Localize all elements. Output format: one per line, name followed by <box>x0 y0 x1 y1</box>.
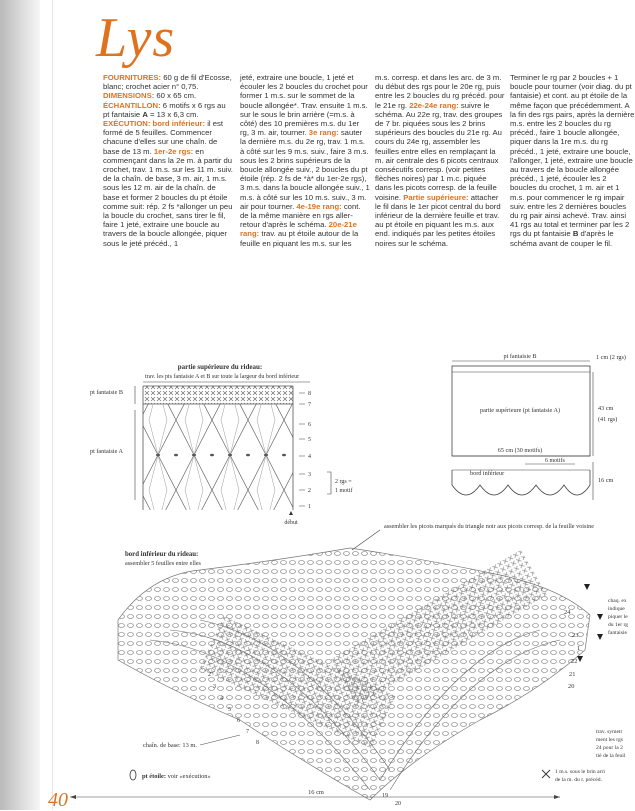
echantillon-bold: A <box>142 109 148 119</box>
rg20-label: 20e-21e rang: <box>240 220 357 239</box>
leaf-row-20: 20 <box>568 683 575 690</box>
motif-note-1: 2 rgs = <box>335 479 352 485</box>
leaf-row-24: 24 <box>564 609 571 616</box>
pt-etoile-label: pt étoile: voir «exécution» <box>142 773 211 780</box>
schematic-dim-43: 43 cm <box>598 405 614 412</box>
row-num-2: 2 <box>308 488 311 494</box>
rg3-label: 3e rang: <box>308 128 339 138</box>
schematic-dim-65: 65 cm (30 motifs) <box>497 447 543 454</box>
row-num-7: 7 <box>308 402 311 408</box>
leaf-left-row-3: 3 <box>213 684 216 690</box>
ms-symbol <box>542 770 550 778</box>
bottom-dimension: 16 cm <box>308 789 324 796</box>
col3-text-2: suivre le schéma. Au 22e rg, trav. des groupes de 7 br. piquées sous les 2 brins supérieurs des boucles du 21e rg. Au cours du 24e rg, assembler les feuilles entre elles en remplaçant la m. air centrale des 6 picots centraux consécutifs corresp. (voir petites flèches noires) par 1 m.c. piquée dans les picots corresp. de la feuille voisine. <box>375 100 503 202</box>
ms-text-2: de la m. du r. précéd. <box>555 777 602 783</box>
page-number: 40 <box>48 789 68 811</box>
col4-text-2: d'après le schéma avant de couper le fil. <box>510 229 614 248</box>
col2-text-2: sauter la dernière m.s. du 2e rg, trav. 1 m.s. à côté sur les 9 m.s. suiv., faire 3 m.s. sous les 2 brins supérieurs de la boucle allongée suiv., 2 boucles du pt étoile (rép. 2 fs de *à* du 1er-2e rgs), 3 m.s. dans la boucle allongée suiv., 1 m.s. à côté sur les 10 m.s. suiv., 3 m. air pour tourner. <box>240 128 370 211</box>
col2-text-1: jeté, extraire une boucle, 1 jeté et écouler les 2 boucles du crochet pour former 1 m.s. sur le sommet de la boucle allongée*. Trav. ensuite 1 m.s. sur le sous le brin arrière (=m.s. à côté) des 10 premières m.s. du 1er rg, 3 m. air, tourner. <box>240 73 368 138</box>
schematic-dim-1cm: 1 cm (2 rgs) <box>596 354 626 361</box>
trav-note-3: 24 pour la 2 <box>596 745 623 751</box>
rg4-label: 4e-19e rang: <box>296 201 342 211</box>
col2-text-3: cont. de la même manière en rgs aller-retour d'après le schéma. <box>240 201 361 230</box>
row-num-3: 3 <box>308 472 311 478</box>
right-note-2: indique <box>608 606 625 612</box>
row-num-4: 4 <box>308 454 311 460</box>
right-note-5: fantaisie <box>608 630 627 636</box>
rg22-label: 22e-24e rang: <box>409 100 459 110</box>
leaf-subtitle: assembler 5 feuilles entre elles <box>125 560 201 567</box>
bottom-leaf-diagram <box>70 523 628 807</box>
ms-text-1: 1 m.s. sous le brin arri <box>555 769 605 775</box>
curtain-schematic <box>452 353 626 500</box>
motif-note-2: 1 motif <box>335 488 353 494</box>
leaf-left-row-8: 8 <box>256 740 259 746</box>
leaf-row-23: 23 <box>572 632 579 639</box>
right-note-1: chaq. ex <box>608 598 627 604</box>
leaf-left-row-5: 5 <box>228 707 231 713</box>
chain-label: chaîn. de base: 13 m. <box>143 742 197 749</box>
label-pt-fantaisie-b: pt fantaisie B <box>90 389 123 396</box>
leaf-left-row-2: 2 <box>208 672 211 678</box>
dimensions-text: 60 x 65 cm. <box>154 91 197 101</box>
leaf-left-row-6: 6 <box>237 718 240 724</box>
debut-label: début <box>284 520 298 526</box>
schematic-dim-6: 6 motifs <box>545 458 565 464</box>
echantillon-label: ÉCHANTILLON: <box>103 100 161 110</box>
top-diagram-subtitle: trav. les pts fantaisie A et B sur toute la largeur du bord inférieur <box>144 374 300 380</box>
col3-text-1: m.s. corresp. et dans les arc. de 3 m. du début des rgs pour le 20e rg, puis entre les 2 boucles du rg précéd. pour le 21e rg. <box>375 73 505 110</box>
execution-text: il est formé de 5 feuilles. Commencer chacune d'elles sur une chaîn. de base de 13 m. <box>103 119 224 156</box>
leaf-bottom-row-19: 19 <box>382 793 388 799</box>
schematic-label-b: pt fantaisie B <box>503 353 537 360</box>
dimensions-label: DIMENSIONS: <box>103 91 155 101</box>
leaf-row-21: 21 <box>569 671 576 678</box>
top-diagram-title: partie supérieure du rideau: <box>177 363 263 371</box>
col2-text-4: trav. au pt étoile autour de la feuille en piquant les m.s. sur les <box>240 229 359 248</box>
schematic-center-label: partie supérieure (pt fantaisie A) <box>479 407 561 414</box>
col4-text-1: Terminer le rg par 2 boucles + 1 boucle pour tourner (voir diag. du pt fantaisie) et cont. au pt étoile de la même façon que précédemment. A la fin des rgs pairs, après la dernière m.s. entre les 2 boucles du rg précéd., faire 1 boucle allongée, piquer dans la 1re m.s. du rg précéd., 1 jeté, extraire une boucle, l'allonger, 1 jeté, extraire une boucle au travers de la boucle allongée précéd., 1 jeté, écouler les 2 boucles du crochet, 1 m. air et 1 m.s. pour commencer le rg impair suiv. entre les 2 dernières boucles du rg pair ainsi achevé. Trav. ainsi 41 rgs au total et terminer par les 2 rgs du pt fantaisie <box>510 73 635 239</box>
rgs-label: 1er-2e rgs: <box>153 146 194 156</box>
right-note-4: du 1er rg <box>608 622 629 628</box>
schematic-bord: bord inférieur <box>470 470 505 477</box>
top-stitch-diagram <box>90 363 353 526</box>
row-num-8: 8 <box>308 391 311 397</box>
schematic-dim-41: (41 rgs) <box>598 416 618 423</box>
trav-note-2: ment les rgs <box>596 737 623 743</box>
trav-note-4: tié de la feuil <box>596 753 626 759</box>
pt-etoile-symbol <box>130 770 136 780</box>
trav-note <box>596 729 626 759</box>
leaf-left-row-4: 4 <box>220 696 223 702</box>
leaf-left-row-7: 7 <box>246 729 249 735</box>
partie-label: Partie supérieure: <box>403 192 469 202</box>
leaf-bottom-row-20: 20 <box>395 801 401 807</box>
trav-note-1: trav. symetr <box>596 729 623 735</box>
label-pt-fantaisie-a: pt fantaisie A <box>90 448 123 455</box>
page-title: Lys <box>96 7 176 69</box>
right-note-3: piquer le <box>608 614 628 620</box>
fournitures-label: FOURNITURES: <box>103 73 162 82</box>
right-note <box>608 598 628 636</box>
leaf-row-right-1: 1 <box>577 645 581 652</box>
echantillon-tail: = 13 x 6,3 cm. <box>147 109 199 119</box>
fournitures-text: 60 g de fil d'Ecosse, blanc; crochet acier n° 0,75. <box>103 73 232 92</box>
schematic-dim-16: 16 cm <box>598 477 614 484</box>
execution-label: EXÉCUTION: bord inférieur: <box>103 119 206 129</box>
row-num-6: 6 <box>308 422 311 428</box>
col3-text-3: attacher le fil dans le 1er picot central du bord inférieur de la dernière feuille et trav. au pt étoile en piquant les m.s. aux end. indiqués par les petites étoiles noires sur le schéma. <box>375 192 501 248</box>
rgs-text: en commençant dans la 2e m. à partir du crochet, trav. 1 m.s. sur les 11 m. suiv. de la chaîn. de base, 3 m. air, 1 m.s. sous les 12 m. air de la chaîn. de base et former 2 boucles du pt étoile comme suit: rép. 2 fs *allonger un peu la boucle du crochet, sans tirer le fil, faire 1 jeté, extraire une boucle au travers de la boucle allongée, piquer sous le jeté précéd., 1 <box>103 146 233 248</box>
leaf-title: bord inférieur du rideau: <box>125 551 199 558</box>
row-num-5: 5 <box>308 437 311 443</box>
leaf-annotation-1: assembler les picots marqués du triangle noir aux picots corresp. de la feuille voisine <box>384 523 594 530</box>
echantillon-text: 6 motifs x 6 rgs au pt fantaisie <box>103 100 226 119</box>
col4-bold: B <box>572 229 579 239</box>
leaf-row-22: 22 <box>571 658 578 665</box>
row-num-1: 1 <box>308 504 311 510</box>
